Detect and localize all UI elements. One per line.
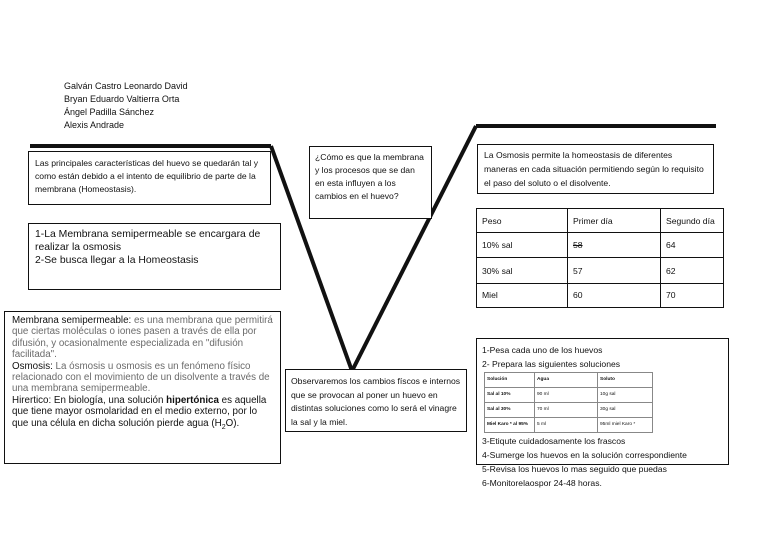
table-header: Peso [477, 209, 568, 233]
subscript: 2 [221, 423, 226, 431]
table-cell: 58 [568, 233, 661, 258]
table-cell: 90 ml [535, 388, 598, 403]
concepts-box [4, 311, 281, 464]
observation-text: Observaremos los cambios físcos e internos que se provocan al poner un huevo en distintas soluciones como lo será el vinagre la sal y la miel. [291, 376, 461, 427]
author-name: Alexis Andrade [64, 120, 125, 130]
table-header: Segundo día [661, 209, 724, 233]
author-name: Galván Castro Leonardo David [64, 81, 188, 91]
procedure-step: 6-Monitorelaospor 24-48 horas. [482, 478, 602, 488]
procedure-step: 5-Revisa los huevos lo mas seguido que puedas [482, 464, 667, 474]
table-header: Solución [485, 373, 535, 388]
table-cell: 10% sal [477, 233, 568, 258]
table-header: Soluto [598, 373, 653, 388]
table-cell: 64 [661, 233, 724, 258]
table-cell: 5 ml [535, 418, 598, 433]
table-row [477, 283, 723, 307]
table-cell: Miel Karo * al 95% [485, 418, 535, 433]
weight-table [476, 208, 724, 308]
table-cell: 10g sal [598, 388, 653, 403]
authors-list [64, 80, 188, 132]
conclusion-box [477, 144, 714, 194]
table-header-row [485, 373, 653, 388]
concept-term-membrana: Membrana semipermeable: [12, 315, 132, 326]
table-cell: 60 [568, 283, 661, 307]
solutions-table [484, 372, 653, 433]
table-row [485, 388, 653, 403]
table-header-row [477, 209, 723, 233]
table-row [485, 403, 653, 418]
theory-box [28, 151, 271, 205]
author-name: Ángel Padilla Sánchez [64, 107, 155, 117]
table-row [485, 418, 653, 433]
concept-text-hipertonica-end: O). [225, 417, 240, 429]
observation-box [285, 369, 467, 432]
procedure-box [476, 338, 729, 488]
table-cell: 62 [661, 258, 724, 283]
principle-1: 1-La Membrana semipermeable se encargara de realizar la osmosis [35, 229, 261, 253]
table-cell: Sal al 30% [485, 403, 535, 418]
table-cell: 30g sal [598, 403, 653, 418]
table-row [477, 233, 723, 258]
focus-question-box [309, 146, 432, 219]
table-cell: 95ml miel Karo * [598, 418, 653, 433]
procedure-step: 1-Pesa cada uno de los huevos [482, 345, 603, 355]
concept-text-osmosis: La ósmosis u osmosis es un fenómeno físico relacionado con el movimiento de un disolvente a través de una membrana semipermeable. [12, 360, 270, 395]
table-cell: Sal al 10% [485, 388, 535, 403]
table-header: Agua [535, 373, 598, 388]
concept-term-hipertonica: Hirertico: [12, 394, 52, 406]
principles-box [28, 223, 281, 290]
table-row [477, 258, 723, 283]
concept-text-hipertonica-post: es aquella que tiene mayor osmolaridad en el medio externo, por lo que una célula en dicha solución pierde agua (H [12, 394, 267, 429]
table-header: Primer día [568, 209, 661, 233]
concept-text-membrana: es una membrana que permitirá que ciertas moléculas o iones pasen a través de ella por difusión, y ocasionalmente especializada en "difusión facilitada". [12, 315, 273, 361]
concept-text-hipertonica-bold: hipertónica [166, 394, 219, 406]
author-name: Bryan Eduardo Valtierra Orta [64, 94, 180, 104]
focus-question: ¿Cómo es que la membrana y los procesos que se dan en esta influyen a los cambios en el huevo? [315, 152, 424, 201]
concept-term-osmosis: Osmosis: [12, 360, 53, 372]
theory-text: Las principales características del huevo se quedarán tal y como están debido a el intento de equilibrio de parte de la membrana (Homeostasis). [35, 158, 259, 194]
principle-2: 2-Se busca llegar a la Homeostasis [35, 255, 199, 266]
conclusion-text: La Osmosis permite la homeostasis de diferentes maneras en cada situación permitiendo según lo requisito el paso del soluto o el disolvente. [484, 150, 704, 188]
table-cell: 57 [568, 258, 661, 283]
table-cell: 70 [661, 283, 724, 307]
table-cell: 30% sal [477, 258, 568, 283]
procedure-step: 3-Etiqute cuidadosamente los frascos [482, 436, 626, 446]
concept-text-hipertonica-pre: En biología, una solución [51, 394, 167, 406]
procedure-step: 2- Prepara las siguientes soluciones [482, 359, 621, 369]
procedure-step: 4-Sumerge los huevos en la solución correspondiente [482, 450, 687, 460]
table-cell: 70 ml [535, 403, 598, 418]
table-cell: Miel [482, 290, 498, 301]
